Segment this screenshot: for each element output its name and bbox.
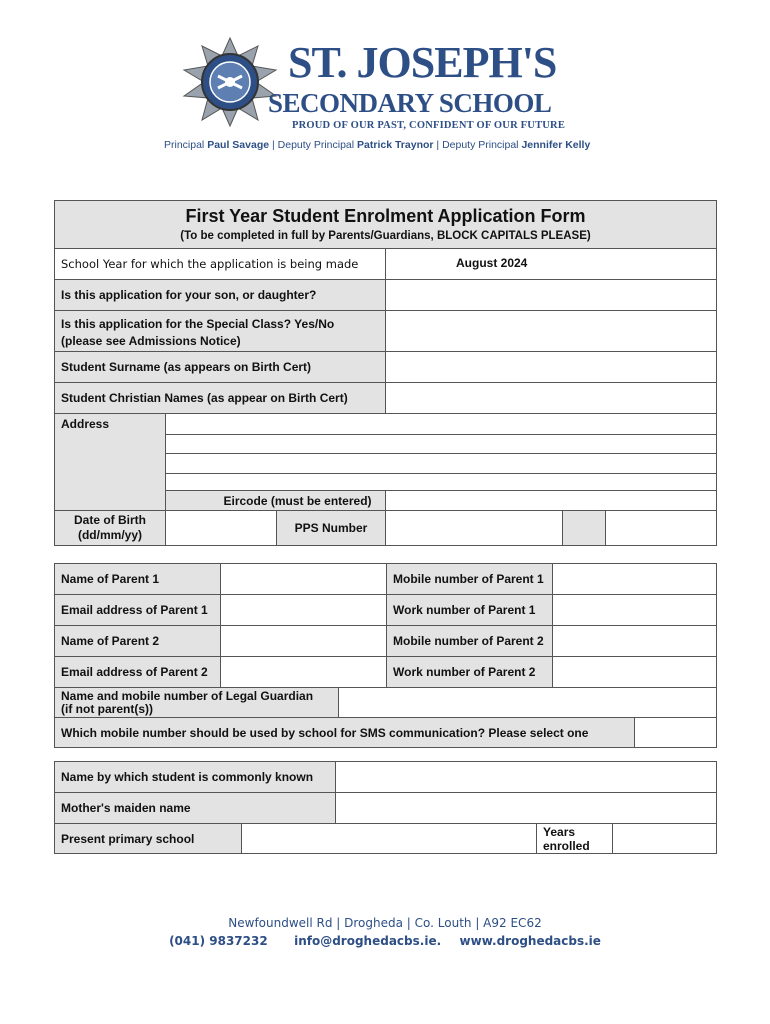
parent2-mobile-field[interactable]	[552, 625, 717, 657]
separator: |	[272, 139, 275, 151]
separator: |	[436, 139, 440, 151]
parent2-mobile-label: Mobile number of Parent 2	[386, 625, 553, 657]
school-name-line2: SECONDARY SCHOOL	[268, 88, 552, 118]
parent2-work-label: Work number of Parent 2	[386, 656, 553, 688]
years-enrolled-label	[536, 823, 613, 854]
dob-label-line2: (dd/mm/yy)	[77, 528, 142, 542]
guardian-label	[54, 687, 339, 718]
footer-contact	[0, 934, 770, 948]
years-enrolled-label-line1: Years	[543, 825, 576, 839]
sms-label: Which mobile number should be used by school for SMS communication? Please select one	[54, 717, 635, 748]
years-enrolled-label-line2: enrolled	[543, 839, 590, 853]
guardian-field[interactable]	[338, 687, 717, 718]
footer-website[interactable]: www.droghedacbs.ie	[459, 934, 601, 948]
dob-field[interactable]	[165, 510, 277, 546]
maiden-name-field[interactable]	[335, 792, 717, 824]
christian-names-field[interactable]	[385, 382, 717, 414]
special-class-label	[54, 310, 386, 352]
pps-label: PPS Number	[276, 510, 386, 546]
son-daughter-label: Is this application for your son, or daughter?	[54, 279, 386, 311]
maiden-name-label: Mother's maiden name	[54, 792, 336, 824]
pps-field[interactable]	[385, 510, 563, 546]
sms-field[interactable]	[634, 717, 717, 748]
address-line-4[interactable]	[165, 473, 717, 491]
parent1-name-field[interactable]	[220, 563, 387, 595]
deputy1-label: Deputy Principal	[277, 139, 355, 151]
footer-phone: (041) 9837232	[169, 934, 268, 948]
dob-label-line1: Date of Birth	[74, 513, 146, 527]
primary-school-field[interactable]	[241, 823, 537, 854]
guardian-label-line1: Name and mobile number of Legal Guardian	[61, 689, 314, 703]
address-line-2[interactable]	[165, 434, 717, 454]
surname-field[interactable]	[385, 351, 717, 383]
address-line-1[interactable]	[165, 413, 717, 435]
form-title-block	[54, 200, 717, 249]
school-motto: PROUD OF OUR PAST, CONFIDENT OF OUR FUTURE	[292, 120, 566, 131]
form-title: First Year Student Enrolment Application Form	[185, 206, 586, 226]
parent1-work-label: Work number of Parent 1	[386, 594, 553, 626]
eircode-field[interactable]	[385, 490, 717, 511]
principal-label: Principal	[164, 139, 205, 151]
footer-email[interactable]: info@droghedacbs.ie.	[294, 934, 442, 948]
parent1-mobile-field[interactable]	[552, 563, 717, 595]
pps-field-grey	[562, 510, 606, 546]
staff-line	[164, 139, 590, 151]
school-crest	[180, 36, 280, 128]
special-class-label-line1: Is this application for the Special Class? Yes/No	[61, 317, 335, 331]
address-label-cell	[54, 413, 166, 511]
address-label: Address	[61, 417, 110, 431]
primary-school-label: Present primary school	[54, 823, 242, 854]
form-subtitle: (To be completed in full by Parents/Guardians, BLOCK CAPITALS PLEASE)	[180, 230, 591, 242]
parent1-mobile-label: Mobile number of Parent 1	[386, 563, 553, 595]
parent1-name-label: Name of Parent 1	[54, 563, 221, 595]
principal-name: Paul Savage	[207, 139, 270, 151]
known-as-field[interactable]	[335, 761, 717, 793]
parent1-email-label: Email address of Parent 1	[54, 594, 221, 626]
son-daughter-field[interactable]	[385, 279, 717, 311]
parent2-name-label: Name of Parent 2	[54, 625, 221, 657]
footer-address: Newfoundwell Rd | Drogheda | Co. Louth | A92 EC62	[228, 916, 542, 930]
parent1-email-field[interactable]	[220, 594, 387, 626]
school-name-line1: ST. JOSEPH'S	[288, 38, 557, 87]
deputy2-label: Deputy Principal	[442, 139, 519, 151]
parent2-email-field[interactable]	[220, 656, 387, 688]
parent2-name-field[interactable]	[220, 625, 387, 657]
address-line-3[interactable]	[165, 453, 717, 474]
parent2-work-field[interactable]	[552, 656, 717, 688]
known-as-label: Name by which student is commonly known	[54, 761, 336, 793]
years-enrolled-field[interactable]	[612, 823, 717, 854]
guardian-label-line2: (if not parent(s))	[61, 702, 153, 716]
school-year-value-text: August 2024	[456, 256, 528, 270]
pps-field-extra[interactable]	[605, 510, 717, 546]
parent1-work-field[interactable]	[552, 594, 717, 626]
special-class-field[interactable]	[385, 310, 717, 352]
eircode-label: Eircode (must be entered)	[165, 490, 386, 511]
surname-label: Student Surname (as appears on Birth Cert)	[54, 351, 386, 383]
deputy2-name: Jennifer Kelly	[521, 139, 591, 151]
school-year-label: School Year for which the application is being made	[54, 248, 386, 280]
school-year-value	[385, 248, 717, 280]
parent2-email-label: Email address of Parent 2	[54, 656, 221, 688]
deputy1-name: Patrick Traynor	[357, 139, 434, 151]
christian-names-label: Student Christian Names (as appear on Birth Cert)	[54, 382, 386, 414]
dob-label	[54, 510, 166, 546]
special-class-label-line2: (please see Admissions Notice)	[61, 334, 241, 348]
